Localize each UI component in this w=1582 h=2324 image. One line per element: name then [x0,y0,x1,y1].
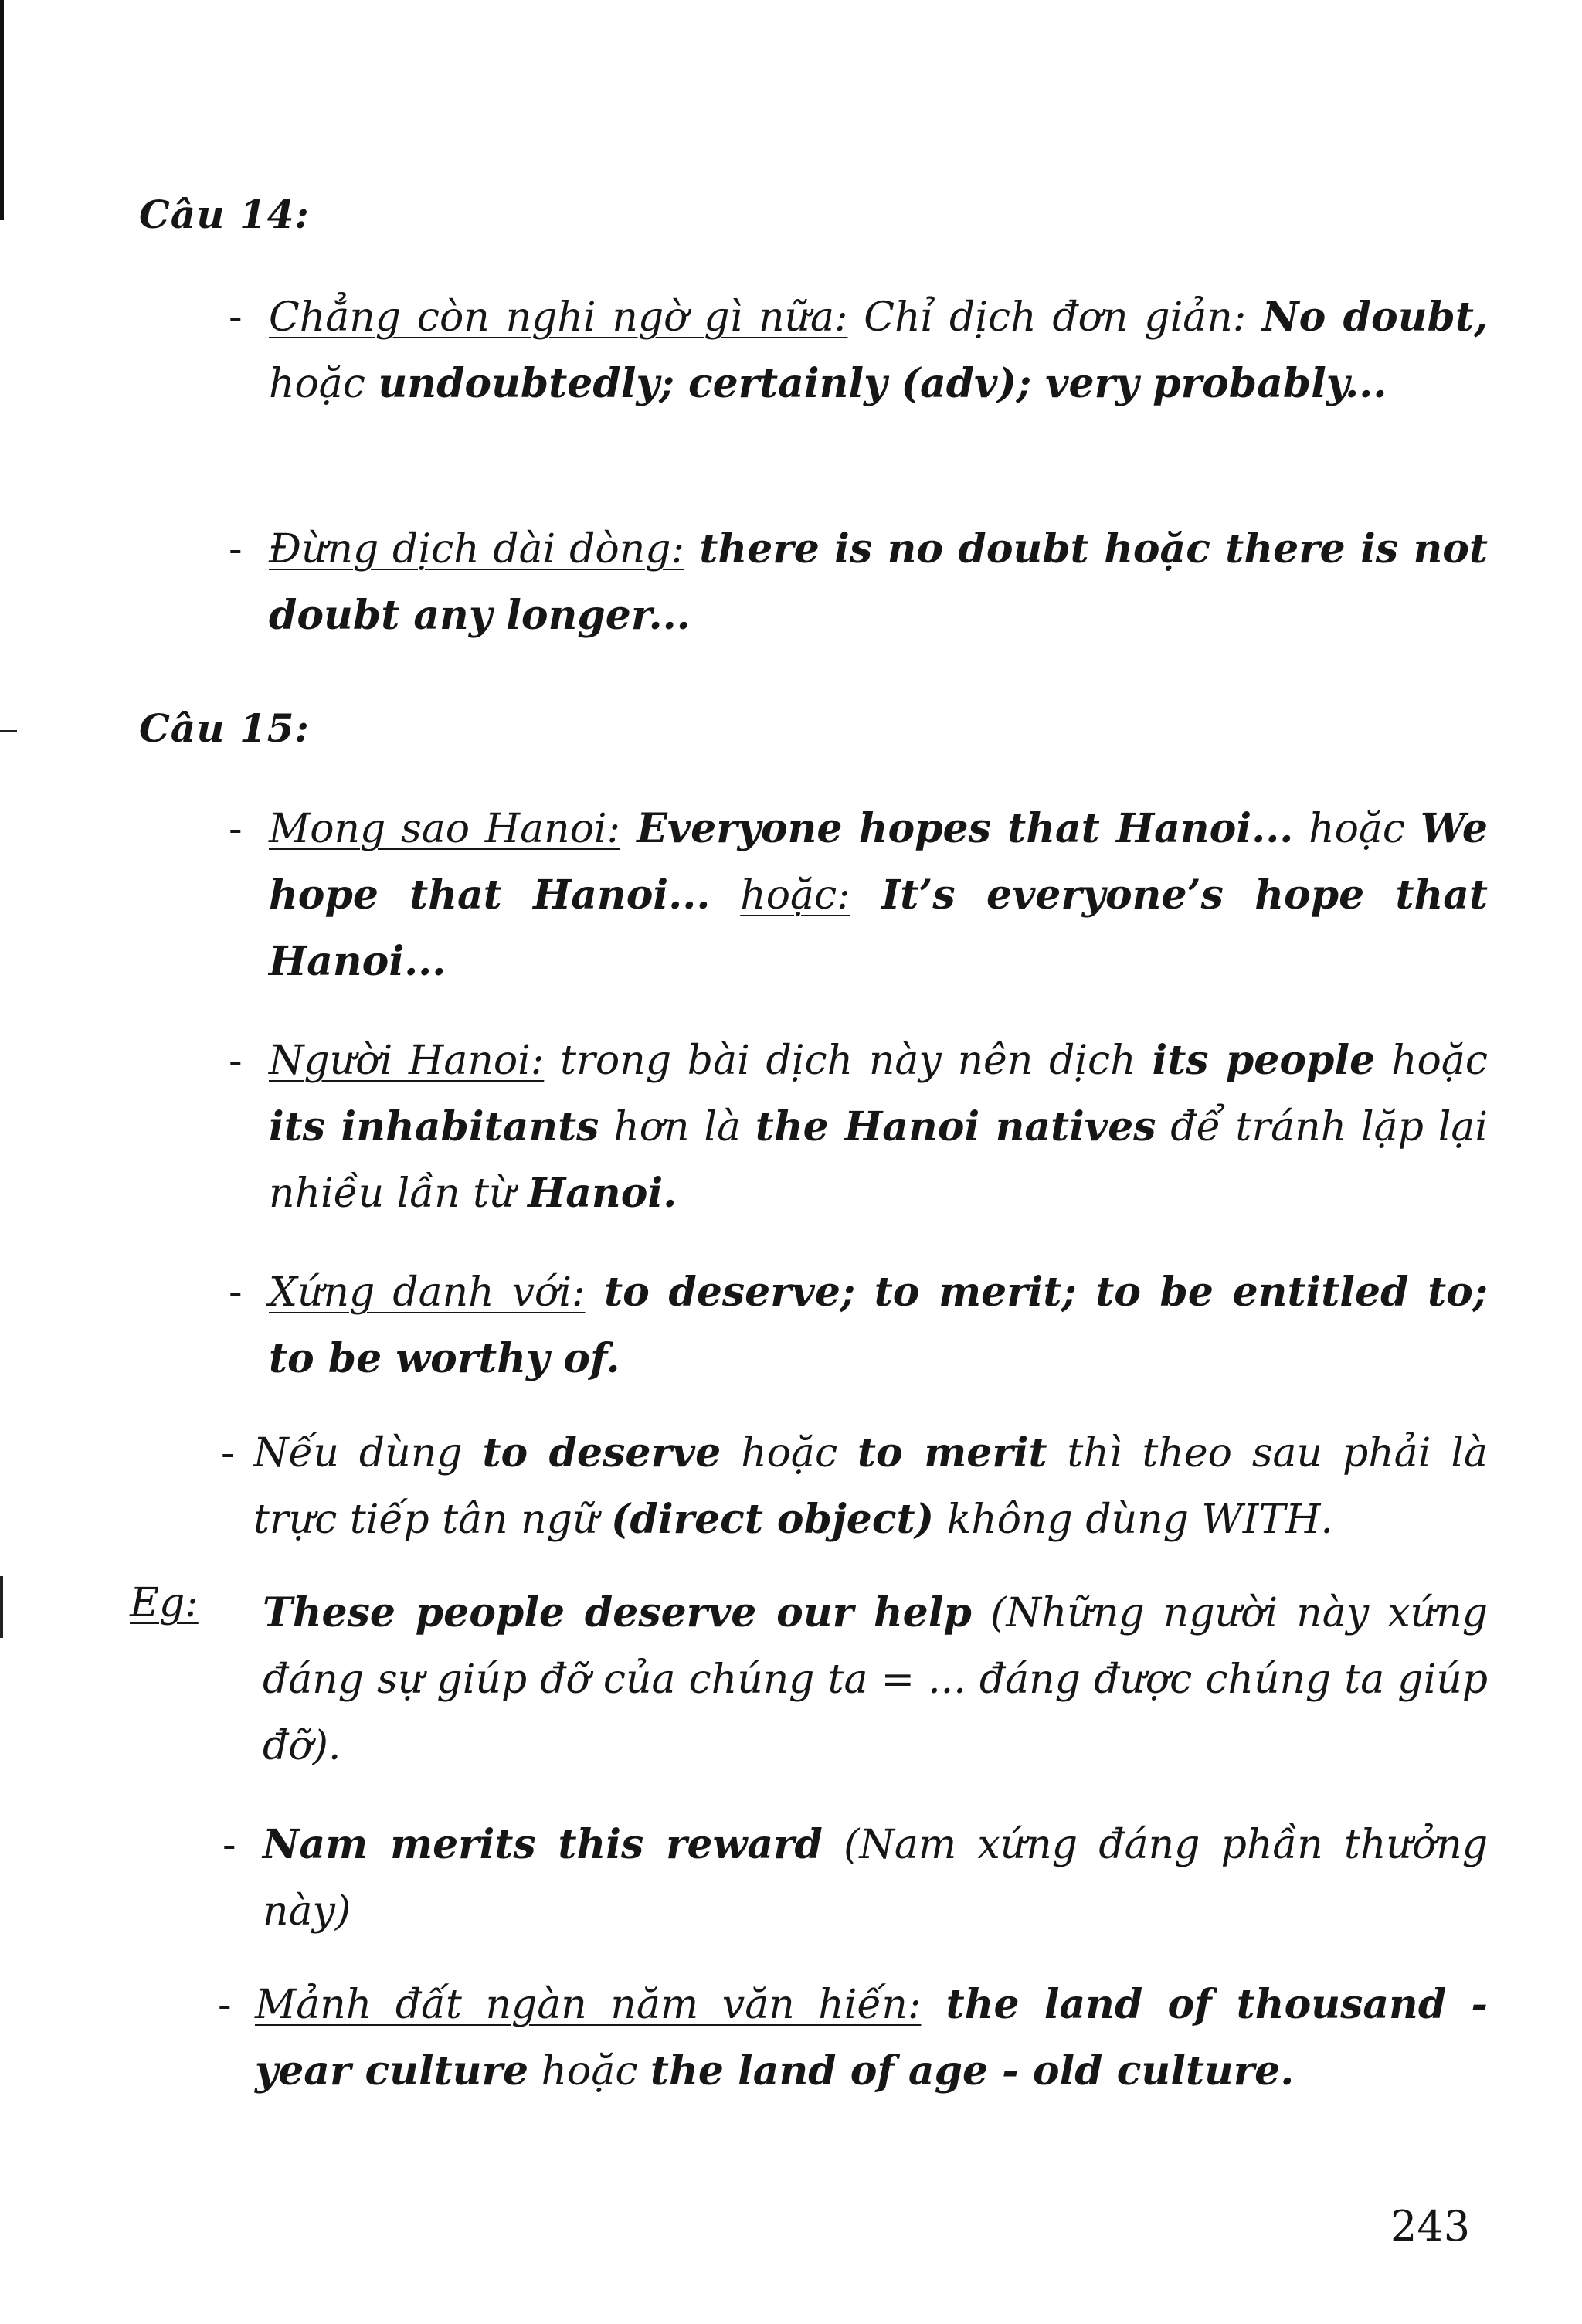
bold-phrase: We hope that Hanoi... [269,805,1488,919]
bold-phrase: its people [1152,1037,1376,1084]
underlined-term: Người Hanoi: [269,1038,545,1084]
list-dash: - [229,1038,243,1084]
bold-phrase: Hanoi. [528,1170,677,1217]
list-item [229,1028,1488,1227]
section-heading: Câu 14: [139,192,310,237]
binding-edge [0,0,4,220]
bold-phrase: undoubtedly; certainly (adv); very probably... [378,360,1387,407]
bold-phrase: These people deserve our help [263,1589,972,1636]
text-run: hoặc [1293,806,1421,852]
underlined-term: Chẳng còn nghi ngờ gì nữa: [269,294,848,341]
text-run: trong bài dịch này nên dịch [544,1038,1153,1084]
item-text [263,1822,1488,1935]
section-heading: Câu 15: [139,705,310,751]
underlined-term: hoặc: [740,872,850,919]
list-dash: - [229,526,243,573]
list-item [229,516,1488,649]
bold-phrase: its inhabitants [269,1103,599,1150]
list-item [221,1420,1488,1553]
example-item [263,1580,1488,1779]
text-run: hoặc [269,361,379,407]
item-text [269,294,1488,407]
text-run: hoặc [528,2048,651,2095]
bold-phrase: to deserve [482,1429,721,1476]
text-run: hơn là [599,1104,755,1150]
list-dash: - [229,806,243,852]
list-item [218,1972,1488,2105]
text-run: không dùng WITH. [934,1497,1333,1543]
bold-phrase: (direct object) [610,1496,935,1543]
text-run: hoặc [1375,1038,1488,1084]
item-text [269,526,1488,639]
text-run: thì theo sau phải là trực tiếp tân ngữ [253,1430,1488,1543]
text-run: (Nam xứng đáng phần thưởng này) [263,1822,1489,1935]
list-dash: - [229,294,243,341]
text-run: hoặc [721,1430,858,1476]
example-item [222,1812,1489,1945]
text-run: Chỉ dịch đơn giản: [847,294,1263,341]
bold-phrase: the Hanoi natives [755,1103,1156,1150]
margin-mark [0,1576,3,1638]
item-text [255,1982,1488,2095]
list-dash: - [222,1822,236,1868]
list-dash: - [229,1269,243,1316]
underlined-term: Mong sao Hanoi: [269,806,621,852]
page-number: 243 [1390,2202,1471,2251]
bold-phrase: to merit [857,1429,1047,1476]
list-dash: - [221,1430,235,1476]
item-text [253,1430,1488,1543]
text-run: Nếu dùng [253,1430,483,1476]
underlined-term: Xứng danh với: [269,1269,586,1316]
bold-phrase: the land of thousand - year culture [255,1981,1488,2095]
bold-phrase: Nam merits this reward [263,1821,823,1868]
item-text [269,1269,1488,1382]
bold-phrase: Everyone hopes that Hanoi... [620,805,1294,852]
item-text [269,1038,1488,1217]
bold-phrase: the land of age - old culture. [650,2047,1295,2095]
text-run: (Những người này xứng đáng sự giúp đỡ của chúng ta = ... đáng được chúng ta giúp đỡ). [263,1590,1488,1769]
list-item [229,1259,1488,1392]
underlined-term: Mảnh đất ngàn năm văn hiến: [255,1982,922,2028]
text-run [710,872,740,919]
list-dash: - [218,1982,232,2028]
bold-phrase: It’s everyone’s hope that Hanoi... [269,872,1489,985]
item-text [263,1590,1488,1769]
list-item [229,796,1489,995]
bold-phrase: there is no doubt hoặc there is not doubt any longer... [269,525,1488,639]
bold-phrase: to deserve; to merit; to be entitled to; to be worthy of. [269,1269,1488,1382]
item-text [269,806,1488,985]
bold-phrase: No doubt, [1262,294,1488,341]
list-item [229,284,1488,417]
text-run: để tránh lặp lại nhiều lần từ [269,1104,1488,1217]
margin-mark [0,730,17,732]
underlined-term: Đừng dịch dài dòng: [269,526,685,573]
example-label: Eg: [130,1580,199,1626]
